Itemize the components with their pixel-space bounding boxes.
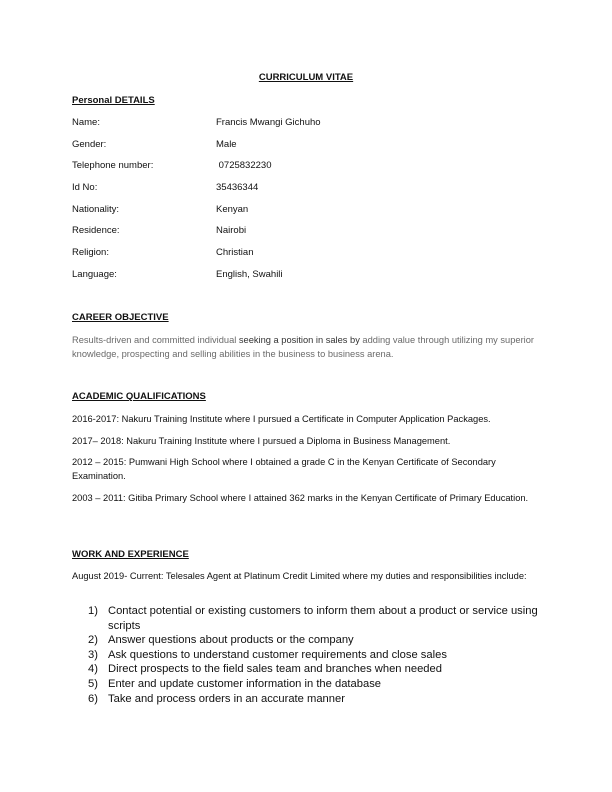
detail-value: Kenyan (216, 204, 249, 215)
career-objective-heading: CAREER OBJECTIVE (72, 312, 169, 323)
detail-label: Nationality: (72, 204, 119, 215)
list-text: Ask questions to understand customer requirements and close sales (108, 648, 447, 661)
detail-row-telephone (72, 160, 542, 172)
detail-value: Nairobi (216, 225, 247, 236)
list-number: 4) (88, 663, 98, 676)
objective-part: Results-driven and committed individual (72, 335, 239, 345)
detail-row-residence (72, 225, 542, 237)
list-number: 6) (88, 692, 98, 705)
detail-label: Religion: (72, 247, 109, 258)
list-item (72, 662, 552, 677)
detail-value: 35436344 (216, 182, 259, 193)
list-text: Answer questions about products or the company (108, 634, 354, 647)
list-number: 1) (88, 605, 98, 617)
list-number: 2) (88, 634, 98, 647)
detail-label: Gender: (72, 139, 107, 150)
duties-list (72, 604, 552, 706)
academic-item: 2012 – 2015: Pumwani High School where I obtained a grade C in the Kenyan Certificate of Secondary Examination. (72, 457, 496, 481)
list-number: 5) (88, 677, 98, 690)
objective-emphasis: seeking a position in sales by (238, 335, 360, 345)
list-item (72, 648, 552, 663)
page-title: CURRICULUM VITAE (258, 72, 354, 83)
list-number: 3) (88, 648, 98, 661)
detail-value: English, Swahili (216, 269, 283, 280)
detail-row-gender (72, 139, 542, 151)
detail-row-nationality (72, 204, 542, 216)
work-heading: WORK AND EXPERIENCE (72, 549, 189, 560)
detail-value: Christian (216, 247, 254, 258)
detail-row-id (72, 182, 542, 194)
list-item (72, 677, 552, 692)
detail-label: Name: (72, 117, 100, 128)
detail-row-name (72, 117, 542, 129)
detail-value: Francis Mwangi Gichuho (216, 117, 321, 128)
list-text: Take and process orders in an accurate manner (108, 692, 345, 705)
detail-value: Male (216, 139, 237, 150)
academic-item: 2003 – 2011: Gitiba Primary School where I attained 362 marks in the Kenyan Certificate of Primary Education. (72, 493, 529, 503)
detail-label: Language: (72, 269, 117, 280)
detail-row-religion (72, 247, 542, 259)
list-item (72, 604, 552, 633)
list-item (72, 633, 552, 648)
detail-row-language (72, 269, 542, 281)
detail-label: Id No: (72, 182, 98, 193)
list-text: Enter and update customer information in the database (108, 677, 382, 690)
list-text: Direct prospects to the field sales team and branches when needed (108, 663, 442, 676)
detail-value: 0725832230 (216, 160, 272, 171)
academic-heading: ACADEMIC QUALIFICATIONS (72, 391, 206, 402)
objective-part: adding value through utilizing my superior knowledge, prospecting and selling abilities in the business to business arena. (72, 335, 535, 359)
detail-label: Residence: (72, 225, 120, 236)
list-item (72, 692, 552, 707)
personal-details-heading: Personal DETAILS (72, 95, 155, 106)
work-intro: August 2019- Current: Telesales Agent at Platinum Credit Limited where my duties and responsibilities include: (72, 571, 527, 581)
academic-item: 2016-2017: Nakuru Training Institute where I pursued a Certificate in Computer Application Packages. (72, 414, 491, 424)
list-text: Contact potential or existing customers to inform them about a product or service using scripts (108, 605, 538, 632)
career-objective-text (72, 333, 542, 361)
academic-item: 2017– 2018: Nakuru Training Institute where I pursued a Diploma in Business Management. (72, 436, 451, 446)
detail-label: Telephone number: (72, 160, 154, 171)
